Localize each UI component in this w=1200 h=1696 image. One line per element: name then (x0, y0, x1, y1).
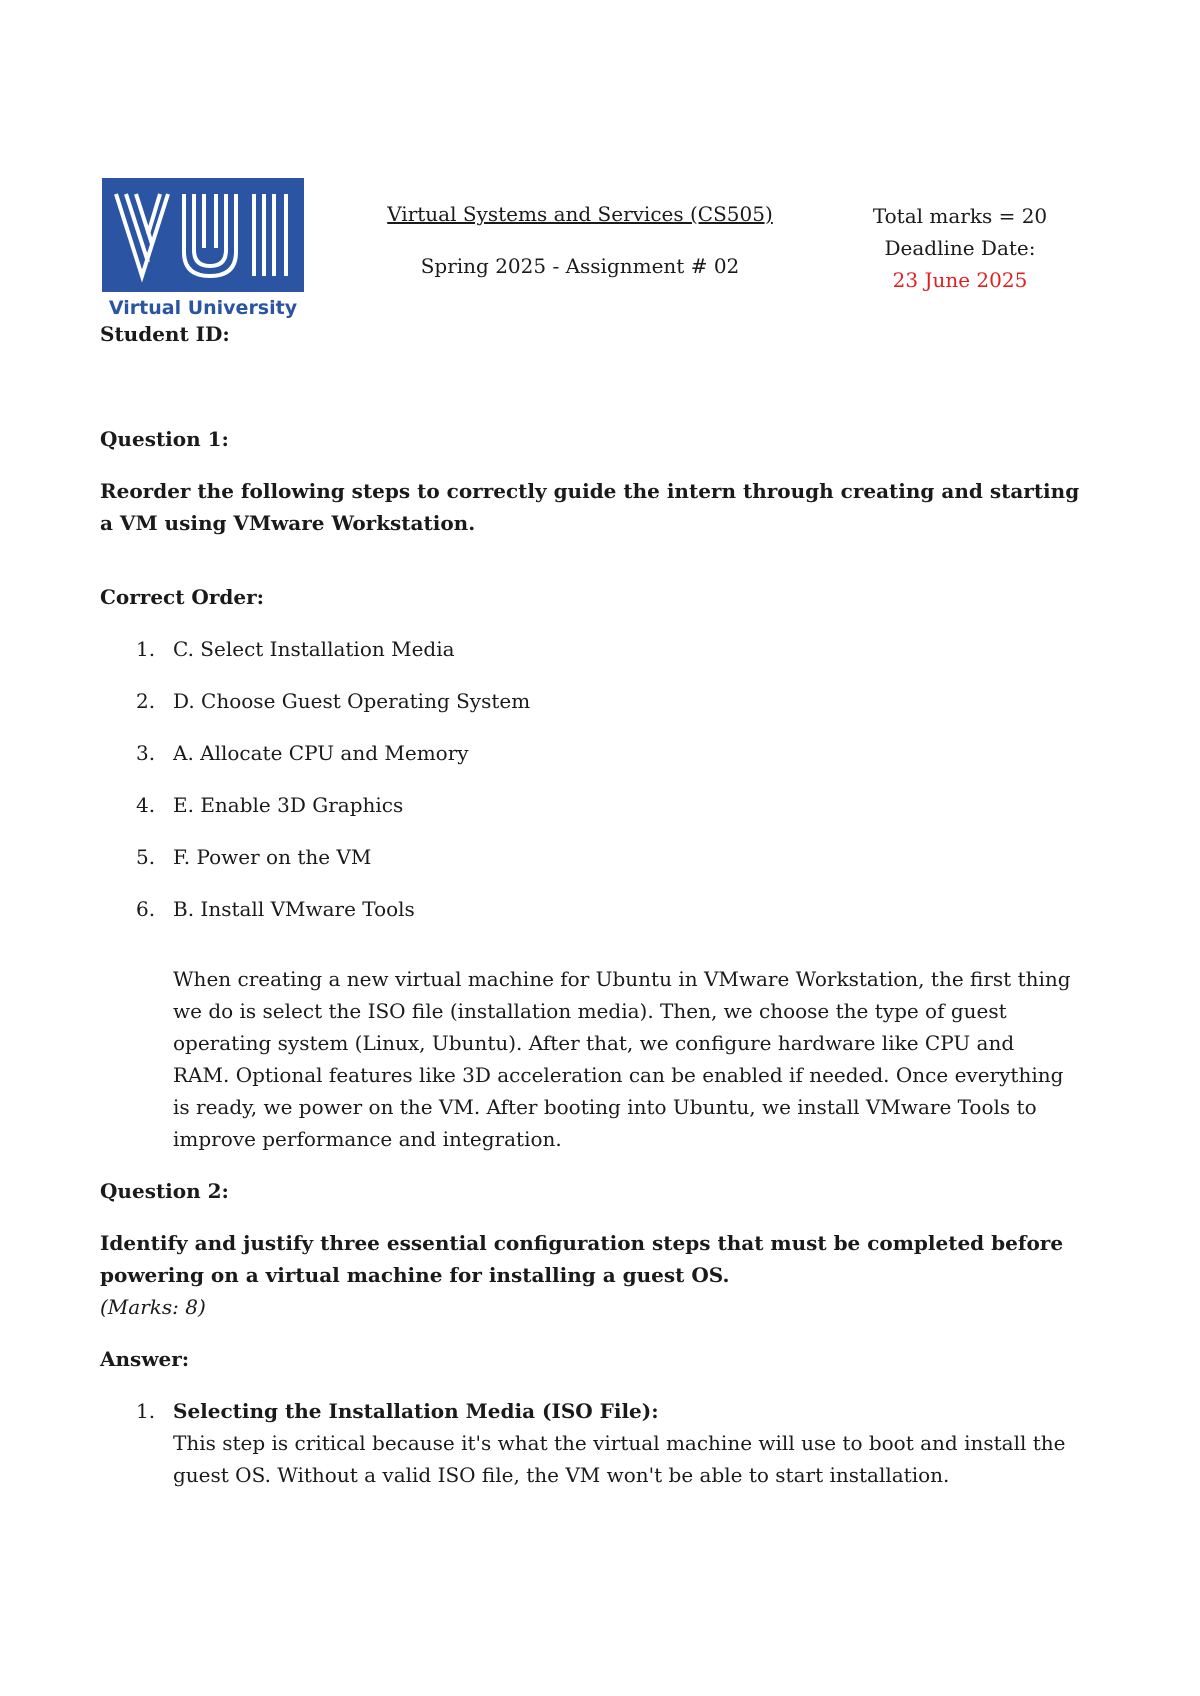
list-item-text: F. Power on the VM (173, 845, 372, 869)
list-item (100, 685, 1090, 717)
list-item-number: 6. (136, 897, 156, 921)
list-item (100, 789, 1090, 821)
answer-list (100, 1395, 1090, 1491)
marks-deadline-info (855, 200, 1065, 296)
list-item (100, 633, 1090, 665)
logo-text: Virtual University (108, 297, 298, 319)
list-item (100, 737, 1090, 769)
answer-body: This step is critical because it's what the virtual machine will use to boot and install the guest OS. Without a valid ISO file, the VM won't be able to start installation. (173, 1431, 1066, 1487)
list-item-text: D. Choose Guest Operating System (173, 689, 531, 713)
list-item-text: B. Install VMware Tools (173, 897, 415, 921)
question-1-heading: Question 1: (100, 427, 229, 451)
list-item-number: 2. (136, 689, 156, 713)
list-item-number: 5. (136, 845, 156, 869)
deadline-label: Deadline Date: (884, 236, 1036, 260)
assignment-subtitle: Spring 2025 - Assignment # 02 (420, 254, 740, 278)
answer-title: Selecting the Installation Media (ISO File): (173, 1399, 659, 1423)
answer-label: Answer: (100, 1347, 190, 1371)
list-item-text: C. Select Installation Media (173, 637, 455, 661)
list-item (100, 893, 1090, 925)
question-2-marks: (Marks: 8) (100, 1295, 206, 1319)
vu-logo-icon (102, 178, 304, 323)
student-id-label: Student ID: (100, 322, 230, 346)
correct-order-list (100, 633, 1090, 925)
question-1-text: Reorder the following steps to correctly guide the intern through creating and starting a VM using VMware Workstation. (100, 479, 1080, 535)
course-title: Virtual Systems and Services (CS505) (387, 202, 773, 226)
list-item-number: 1. (136, 637, 156, 661)
course-info (340, 200, 820, 280)
list-item-number: 3. (136, 741, 156, 765)
question-1-explanation: When creating a new virtual machine for Ubuntu in VMware Workstation, the first thing we do is select the ISO file (installation media). Then, we choose the type of guest operating system (Linux, Ubuntu). After that, we configure hardware like CPU and RAM. Optional features like 3D acceleration can be enabled if needed. Once everything is ready, we power on the VM. After booting into Ubuntu, we install VMware Tools to improve performance and integration. (173, 967, 1071, 1151)
correct-order-label: Correct Order: (100, 585, 265, 609)
list-item-text: E. Enable 3D Graphics (173, 793, 404, 817)
list-item-number: 1. (136, 1399, 156, 1423)
list-item-text: A. Allocate CPU and Memory (173, 741, 469, 765)
university-logo (102, 178, 304, 323)
list-item (100, 1395, 1090, 1491)
document-content (100, 423, 1090, 1491)
deadline-date: 23 June 2025 (892, 268, 1028, 292)
list-item-number: 4. (136, 793, 156, 817)
question-2-text: Identify and justify three essential configuration steps that must be completed before powering on a virtual machine for installing a guest OS. (100, 1231, 1064, 1287)
total-marks: Total marks = 20 (872, 204, 1048, 228)
list-item (100, 841, 1090, 873)
question-2-heading: Question 2: (100, 1179, 229, 1203)
